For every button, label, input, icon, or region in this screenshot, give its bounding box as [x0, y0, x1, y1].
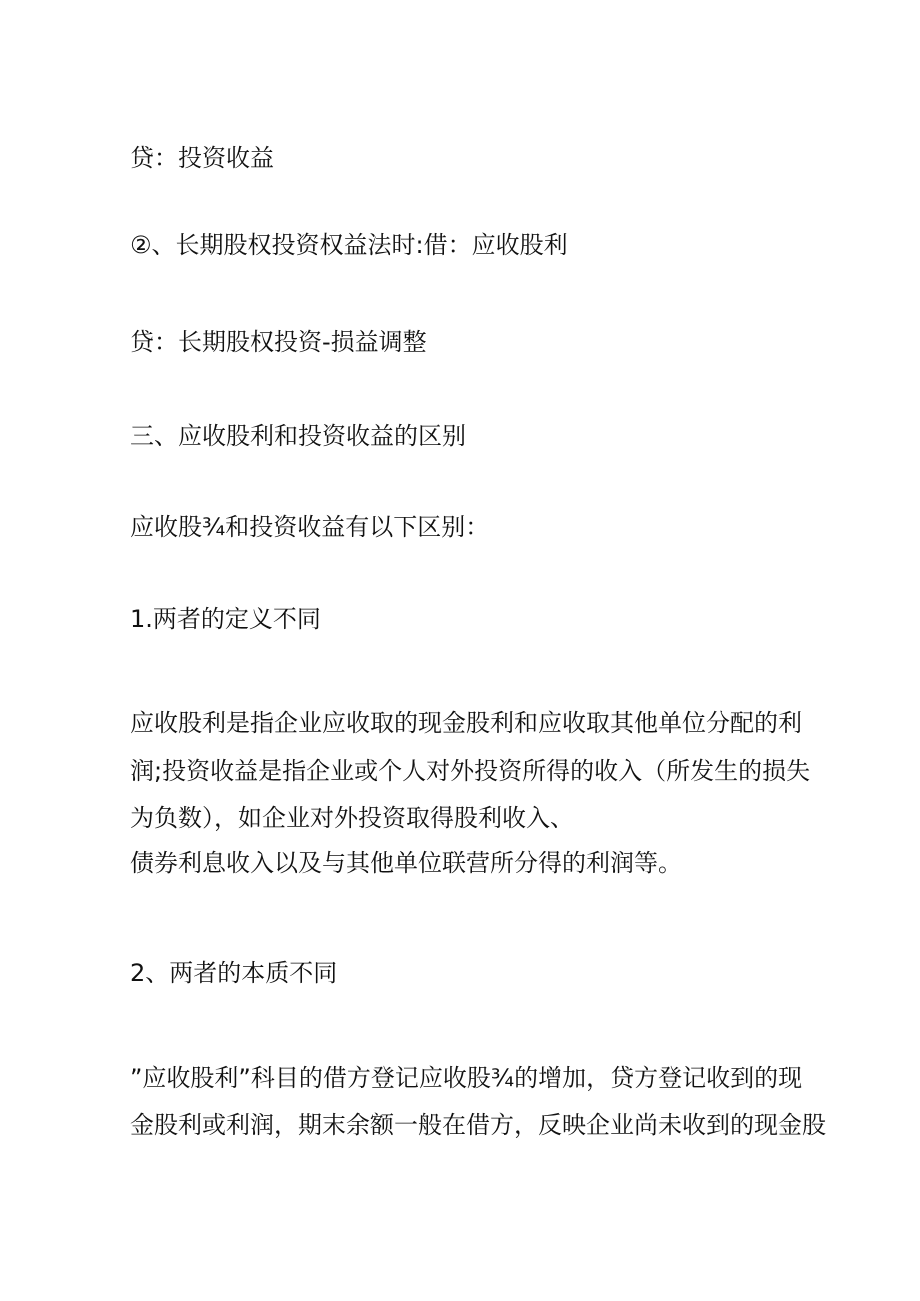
paragraph-line: ”应收股利”科目的借方登记应收股¾的增加，贷方登记收到的现 — [130, 1064, 803, 1092]
text-line: 贷：长期股权投资-损益调整 — [130, 328, 427, 356]
subsection-heading: 2、两者的本质不同 — [130, 959, 338, 987]
paragraph-line: 金股利或利润，期末余额一般在借方，反映企业尚未收到的现金股 — [130, 1111, 826, 1139]
paragraph-line: 润;投资收益是指企业或个人对外投资所得的收入（所发生的损失 — [130, 757, 811, 785]
text-line: ②、长期股权投资权益法时:借：应收股利 — [130, 231, 568, 259]
text-line: 贷：投资收益 — [130, 144, 274, 172]
text-line: 应收股¾和投资收益有以下区别： — [130, 513, 490, 541]
paragraph-line: 应收股利是指企业应收取的现金股利和应收取其他单位分配的利 — [130, 709, 802, 737]
paragraph-line: 债券利息收入以及与其他单位联营所分得的利润等。 — [130, 849, 682, 877]
section-heading: 三、应收股利和投资收益的区别 — [130, 422, 466, 450]
subsection-heading: 1.两者的定义不同 — [130, 605, 321, 633]
paragraph-line: 为负数），如企业对外投资取得股利收入、 — [130, 804, 574, 832]
